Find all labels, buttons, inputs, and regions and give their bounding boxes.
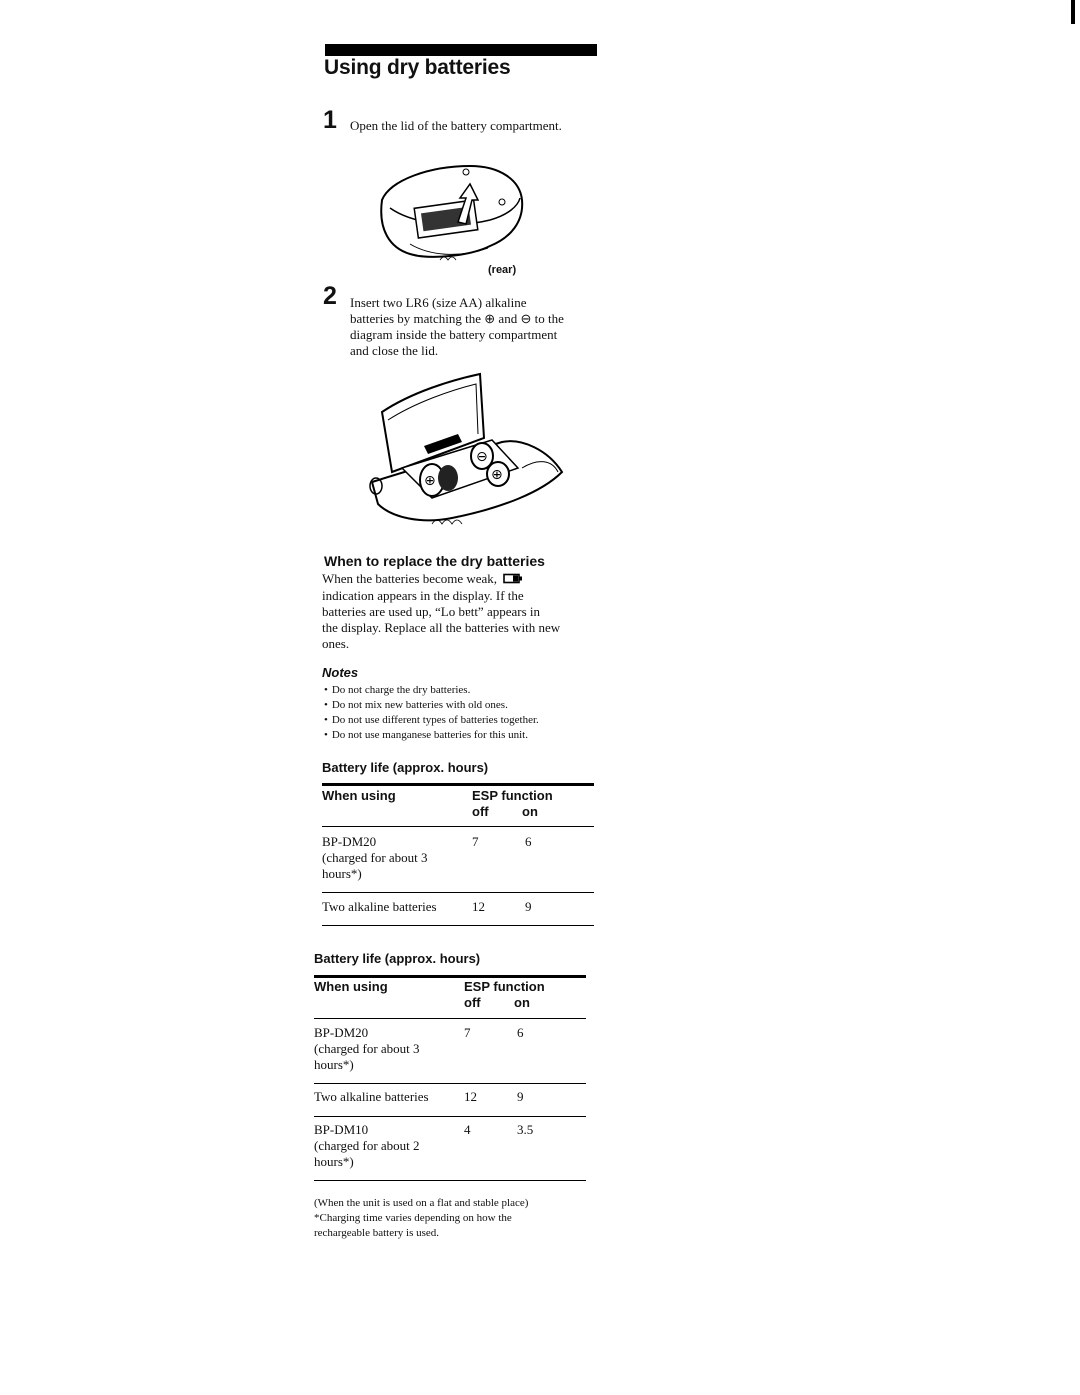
note-item: • Do not mix new batteries with old ones. bbox=[324, 698, 539, 713]
note-item: • Do not use different types of batteries together. bbox=[324, 713, 539, 728]
svg-text:⊕: ⊕ bbox=[491, 467, 503, 483]
table1-col-on: on bbox=[522, 804, 538, 819]
player-rear-illustration bbox=[370, 160, 530, 270]
table1-row: BP-DM20 (charged for about 3 hours*) bbox=[322, 834, 428, 881]
table2-col-on: on bbox=[514, 995, 530, 1010]
section-rule bbox=[325, 44, 597, 56]
table1-cell-on: 9 bbox=[525, 899, 532, 914]
footnote-line: (When the unit is used on a flat and stable place) bbox=[314, 1197, 529, 1209]
table1-bottom-rule bbox=[322, 925, 594, 926]
notes-title: Notes bbox=[322, 665, 359, 680]
section-title: Using dry batteries bbox=[324, 56, 511, 79]
table1-col-when: When using bbox=[322, 788, 396, 803]
svg-text:⊖: ⊖ bbox=[476, 449, 488, 465]
table2-cell-on: 9 bbox=[517, 1089, 524, 1104]
table2-cell-off: 7 bbox=[464, 1025, 471, 1040]
table1-cell-on: 6 bbox=[525, 834, 532, 849]
table2-row-rule bbox=[314, 1083, 586, 1084]
step-1-number: 1 bbox=[323, 106, 337, 134]
step-1-text: Open the lid of the battery compartment. bbox=[350, 118, 562, 133]
table2-row: BP-DM20 (charged for about 3 hours*) bbox=[314, 1025, 420, 1072]
step-2-number: 2 bbox=[323, 282, 337, 310]
step-2-text: Insert two LR6 (size AA) alkaline batteries by matching the ⊕ and ⊖ to the diagram inside the battery compartment and close the lid. bbox=[350, 295, 564, 358]
table2-bottom-rule bbox=[314, 1180, 586, 1181]
page-edge-mark bbox=[1071, 0, 1075, 24]
battery-low-icon bbox=[503, 572, 523, 588]
table1-top-rule bbox=[322, 783, 594, 786]
table1-row: Two alkaline batteries bbox=[322, 899, 437, 914]
illustration-caption: (rear) bbox=[488, 264, 517, 276]
note-item: • Do not charge the dry batteries. bbox=[324, 683, 539, 698]
table2-col-esp: ESP function bbox=[464, 979, 545, 994]
svg-text:⊕: ⊕ bbox=[424, 473, 436, 489]
table2-cell-on: 6 bbox=[517, 1025, 524, 1040]
table1-col-off: off bbox=[472, 804, 489, 819]
replace-heading: When to replace the dry batteries bbox=[324, 553, 545, 569]
table1-cell-off: 12 bbox=[472, 899, 485, 914]
table1-row-rule bbox=[322, 892, 594, 893]
table1-col-esp: ESP function bbox=[472, 788, 553, 803]
table2-cell-off: 4 bbox=[464, 1122, 471, 1137]
table1-header-rule bbox=[322, 826, 594, 827]
footnote-line: rechargeable battery is used. bbox=[314, 1227, 440, 1239]
footnote-line: *Charging time varies depending on how the bbox=[314, 1212, 512, 1224]
replace-text: When the batteries become weak, indication appears in the display. If the batteries are used up, “Lo bɐtt” appears in the display. Replace all the batteries with new ones. bbox=[322, 571, 561, 651]
table2-row: BP-DM10 (charged for about 2 hours*) bbox=[314, 1122, 420, 1169]
note-item: • Do not use manganese batteries for this unit. bbox=[324, 728, 539, 743]
table2-row-rule bbox=[314, 1116, 586, 1117]
table2-header-rule bbox=[314, 1018, 586, 1019]
table2-cell-off: 12 bbox=[464, 1089, 477, 1104]
footnotes bbox=[314, 1196, 528, 1241]
table2-col-off: off bbox=[464, 995, 481, 1010]
table2-cell-on: 3.5 bbox=[517, 1122, 534, 1137]
table2-row: Two alkaline batteries bbox=[314, 1089, 429, 1104]
table2-top-rule bbox=[314, 975, 586, 978]
notes-list bbox=[324, 683, 539, 743]
table1-title: Battery life (approx. hours) bbox=[322, 760, 489, 775]
table2-title: Battery life (approx. hours) bbox=[314, 951, 481, 966]
table1-cell-off: 7 bbox=[472, 834, 479, 849]
table2-col-when: When using bbox=[314, 979, 388, 994]
battery-insertion-illustration bbox=[362, 368, 572, 540]
